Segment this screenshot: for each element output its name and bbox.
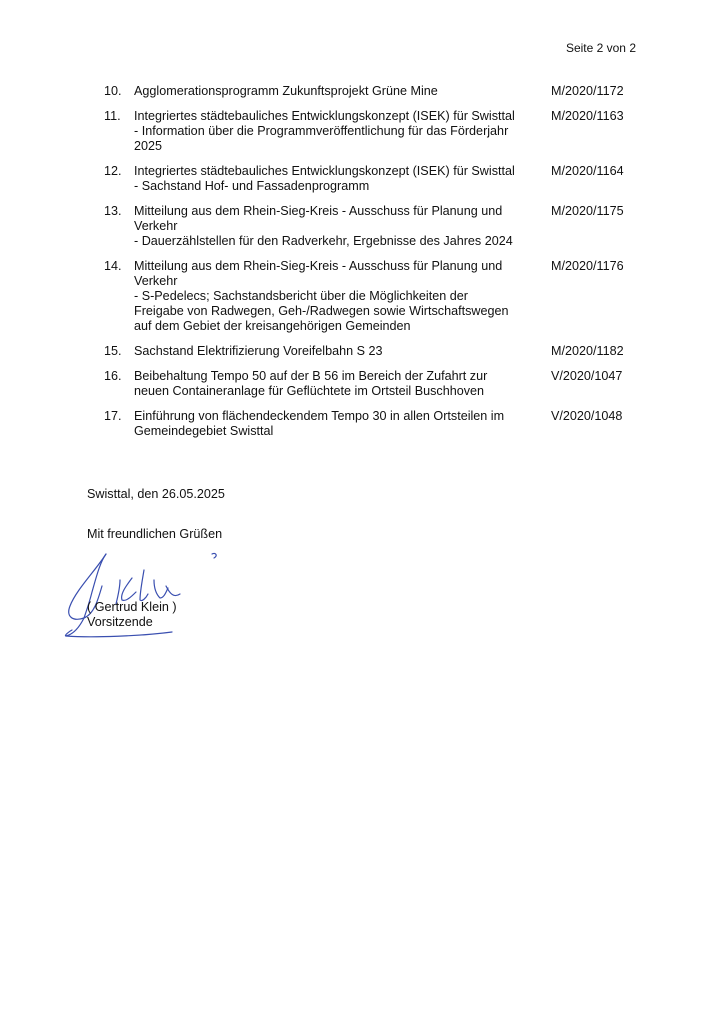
agenda-item-title-line: Mitteilung aus dem Rhein-Sieg-Kreis - Ausschuss für Planung und bbox=[134, 259, 503, 273]
agenda-item-title-line: - Dauerzählstellen für den Radverkehr, Ergebnisse des Jahres 2024 bbox=[134, 234, 513, 248]
signer-name: ( Gertrud Klein ) bbox=[87, 600, 177, 614]
agenda-item-title bbox=[134, 344, 546, 359]
agenda-item-title-line: 2025 bbox=[134, 139, 163, 153]
agenda-item-title-line: - Information über die Programmveröffentlichung für das Förderjahr bbox=[134, 124, 509, 138]
agenda-item-title-line: Beibehaltung Tempo 50 auf der B 56 im Bereich der Zufahrt zur bbox=[134, 369, 488, 383]
agenda-item-reference: M/2020/1172 bbox=[551, 84, 624, 98]
agenda-item-title-line: auf dem Gebiet der kreisangehörigen Gemeinden bbox=[134, 319, 411, 333]
agenda-item-reference: M/2020/1163 bbox=[551, 109, 624, 123]
agenda-item-number: 12. bbox=[104, 164, 122, 178]
agenda-item-title-line: Agglomerationsprogramm Zukunftsprojekt Grüne Mine bbox=[134, 84, 438, 98]
agenda-item-title-line: Freigabe von Radwegen, Geh-/Radwegen sowie Wirtschaftswegen bbox=[134, 304, 509, 318]
agenda-item-title-line: Gemeindegebiet Swisttal bbox=[134, 424, 274, 438]
agenda-item-title-line: Verkehr bbox=[134, 274, 178, 288]
agenda-item bbox=[0, 369, 724, 399]
agenda-item-title bbox=[134, 409, 546, 439]
agenda-item-title-line: Verkehr bbox=[134, 219, 178, 233]
agenda-item bbox=[0, 409, 724, 439]
agenda-item-number: 17. bbox=[104, 409, 122, 423]
agenda-item-reference: V/2020/1047 bbox=[551, 369, 623, 383]
page-number: Seite 2 von 2 bbox=[565, 41, 636, 55]
agenda-item-reference: M/2020/1164 bbox=[551, 164, 624, 178]
agenda-item-reference: M/2020/1176 bbox=[551, 259, 624, 273]
agenda-item bbox=[0, 164, 724, 194]
place-date: Swisttal, den 26.05.2025 bbox=[87, 487, 225, 501]
signer-role: Vorsitzende bbox=[87, 615, 153, 629]
agenda-item bbox=[0, 259, 724, 334]
agenda-item-reference: M/2020/1175 bbox=[551, 204, 624, 218]
agenda-item bbox=[0, 84, 724, 99]
agenda-item bbox=[0, 344, 724, 359]
agenda-item-reference: V/2020/1048 bbox=[551, 409, 623, 423]
agenda-item-number: 14. bbox=[104, 259, 122, 273]
agenda-item-title-line: Integriertes städtebauliches Entwicklungskonzept (ISEK) für Swisttal bbox=[134, 164, 515, 178]
agenda-item bbox=[0, 204, 724, 249]
agenda-item-number: 16. bbox=[104, 369, 122, 383]
agenda-item-reference: M/2020/1182 bbox=[551, 344, 624, 358]
agenda-item-title-line: Mitteilung aus dem Rhein-Sieg-Kreis - Ausschuss für Planung und bbox=[134, 204, 503, 218]
agenda-item-title-line: Integriertes städtebauliches Entwicklungskonzept (ISEK) für Swisttal bbox=[134, 109, 515, 123]
agenda-item-title-line: - S-Pedelecs; Sachstandsbericht über die Möglichkeiten der bbox=[134, 289, 468, 303]
agenda-item-title-line: Sachstand Elektrifizierung Voreifelbahn S 23 bbox=[134, 344, 383, 358]
agenda-item-title bbox=[134, 259, 546, 334]
agenda-item-title-line: neuen Containeranlage für Geflüchtete im Ortsteil Buschhoven bbox=[134, 384, 485, 398]
agenda-item-title bbox=[134, 369, 546, 399]
agenda-item-title bbox=[134, 109, 546, 154]
agenda-item-title-line: Einführung von flächendeckendem Tempo 30 in allen Ortsteilen im bbox=[134, 409, 505, 423]
agenda-item-number: 10. bbox=[104, 84, 122, 98]
agenda-item-number: 13. bbox=[104, 204, 122, 218]
agenda-list bbox=[0, 84, 724, 449]
agenda-item bbox=[0, 109, 724, 154]
agenda-item-title bbox=[134, 204, 546, 249]
agenda-item-title-line: - Sachstand Hof- und Fassadenprogramm bbox=[134, 179, 370, 193]
closing-greeting: Mit freundlichen Grüßen bbox=[87, 527, 223, 541]
agenda-item-number: 15. bbox=[104, 344, 122, 358]
agenda-item-title bbox=[134, 164, 546, 194]
agenda-item-number: 11. bbox=[104, 109, 121, 123]
agenda-item-title bbox=[134, 84, 546, 99]
